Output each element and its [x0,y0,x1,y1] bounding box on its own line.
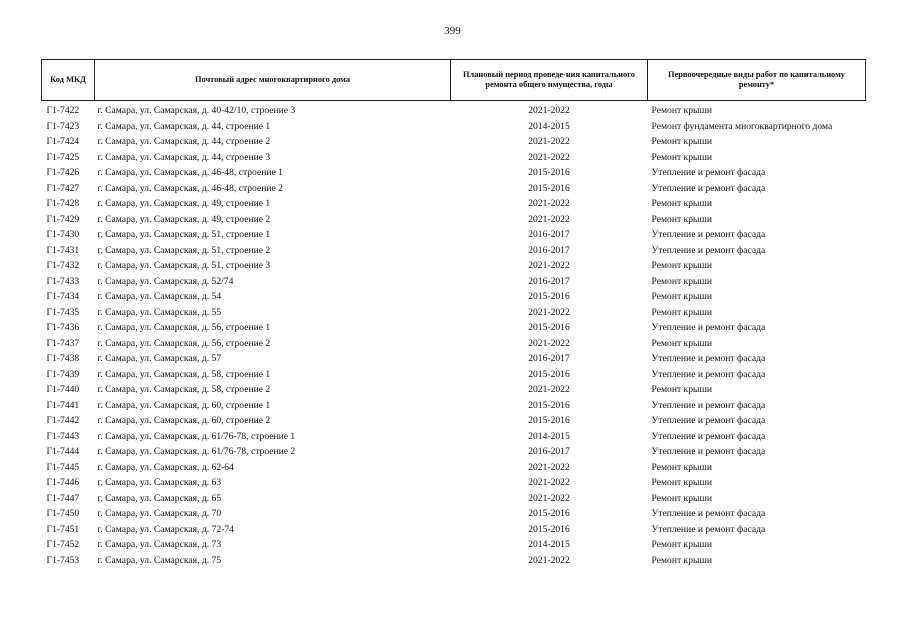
cell-address: г. Самара, ул. Самарская, д. 46-48, строение 1 [97,167,283,178]
table-header [42,60,866,101]
cell-code: Г1-7425 [46,151,80,163]
cell-period: 2016-2017 [528,229,570,240]
table-row [42,351,866,367]
cell-period: 2015-2016 [528,508,570,519]
cell-code: Г1-7452 [46,539,80,550]
table-row [42,336,866,352]
table-row [42,103,866,119]
table-row [42,181,866,197]
cell-code: Г1-7447 [46,492,80,504]
cell-code: Г1-7442 [46,415,80,426]
cell-address: г. Самара, ул. Самарская, д. 57 [97,353,222,364]
table-row [42,165,866,181]
table-row [42,227,866,243]
cell-code: Г1-7422 [46,105,80,116]
cell-period: 2015-2016 [528,167,570,178]
cell-code: Г1-7432 [46,260,80,271]
cell-period: 2016-2017 [528,244,570,256]
cell-address: г. Самара, ул. Самарская, д. 44, строение 1 [97,120,271,132]
cell-code: Г1-7453 [46,554,80,566]
cell-works: Ремонт крыши [651,384,712,395]
cell-works: Утепление и ремонт фасада [651,446,766,457]
table-row [42,258,866,274]
cell-works: Утепление и ремонт фасада [651,430,766,442]
table-row [42,274,866,290]
cell-works: Утепление и ремонт фасада [651,353,766,364]
cell-period: 2021-2022 [528,384,570,395]
header-row [42,60,866,101]
table-row [42,150,866,166]
header-address: Почтовый адрес многоквартирного дома [95,60,451,101]
page-number: 399 [444,25,461,37]
cell-code: Г1-7434 [46,291,80,302]
cell-address: г. Самара, ул. Самарская, д. 75 [97,554,222,566]
cell-code: Г1-7424 [46,136,80,147]
cell-works: Ремонт крыши [651,136,712,147]
table-row [42,444,866,460]
cell-works: Утепление и ремонт фасада [651,322,766,333]
cell-code: Г1-7438 [46,353,80,364]
cell-works: Ремонт крыши [651,306,712,318]
cell-address: г. Самара, ул. Самарская, д. 44, строение 3 [97,151,271,163]
cell-period: 2021-2022 [528,306,570,318]
cell-code: Г1-7423 [46,120,80,132]
cell-period: 2021-2022 [528,477,570,488]
cell-address: г. Самара, ул. Самарская, д. 51, строение 2 [97,244,271,256]
cell-works: Утепление и ремонт фасада [651,368,766,380]
cell-period: 2021-2022 [528,554,570,566]
cell-address: г. Самара, ул. Самарская, д. 51, строение 1 [97,229,271,240]
table-row [42,413,866,429]
cell-address: г. Самара, ул. Самарская, д. 44, строение 2 [97,136,271,147]
cell-address: г. Самара, ул. Самарская, д. 60, строение 1 [97,399,271,411]
cell-code: Г1-7427 [46,182,80,194]
cell-period: 2015-2016 [528,399,570,411]
cell-address: г. Самара, ул. Самарская, д. 56, строение 2 [97,337,271,349]
table-row [42,243,866,259]
cell-period: 2021-2022 [528,213,570,225]
cell-code: Г1-7430 [46,229,80,240]
table-row [42,134,866,150]
cell-works: Ремонт крыши [651,198,712,209]
cell-address: г. Самара, ул. Самарская, д. 61/76-78, строение 1 [97,430,296,442]
capital-repair-table [41,59,866,568]
cell-period: 2016-2017 [528,275,570,287]
cell-period: 2021-2022 [528,198,570,209]
cell-address: г. Самара, ул. Самарская, д. 51, строение 3 [97,260,271,271]
cell-address: г. Самара, ул. Самарская, д. 60, строение 2 [97,415,271,426]
cell-period: 2021-2022 [528,260,570,271]
cell-period: 2021-2022 [528,151,570,163]
table-row [42,305,866,321]
cell-period: 2015-2016 [528,523,570,535]
table-row [42,537,866,553]
header-works: Первоочередные виды работ по капитальному ремонту* [648,60,866,101]
cell-code: Г1-7440 [46,384,80,395]
cell-code: Г1-7428 [46,198,80,209]
cell-works: Ремонт крыши [651,461,712,473]
table-row [42,289,866,305]
cell-address: г. Самара, ул. Самарская, д. 40-42/10, строение 3 [97,105,296,116]
cell-works: Утепление и ремонт фасада [651,167,766,178]
cell-address: г. Самара, ул. Самарская, д. 70 [97,508,222,519]
cell-code: Г1-7446 [46,477,80,488]
cell-period: 2014-2015 [528,539,570,550]
table-row [42,382,866,398]
table-row [42,367,866,383]
cell-period: 2014-2015 [528,120,570,132]
cell-period: 2015-2016 [528,291,570,302]
table-row [42,460,866,476]
cell-period: 2015-2016 [528,415,570,426]
cell-works: Ремонт крыши [651,554,712,566]
cell-address: г. Самара, ул. Самарская, д. 58, строение 1 [97,368,271,380]
cell-period: 2021-2022 [528,105,570,116]
cell-code: Г1-7443 [46,430,80,442]
cell-period: 2015-2016 [528,182,570,194]
cell-period: 2021-2022 [528,337,570,349]
table-row [42,212,866,228]
table-body [42,101,866,569]
header-period: Плановый период проведе-ния капитального ремонта общего имущества, годы [451,60,648,101]
cell-works: Ремонт крыши [651,337,712,349]
cell-code: Г1-7436 [46,322,80,333]
cell-code: Г1-7426 [46,167,80,178]
cell-works: Ремонт крыши [651,291,712,302]
cell-works: Ремонт фундамента многоквартирного дома [651,120,833,132]
cell-code: Г1-7450 [46,508,80,519]
table-row [42,196,866,212]
cell-works: Утепление и ремонт фасада [651,244,766,256]
table-row [42,475,866,491]
table-row [42,398,866,414]
cell-works: Ремонт крыши [651,275,712,287]
cell-address: г. Самара, ул. Самарская, д. 58, строение 2 [97,384,271,395]
cell-works: Утепление и ремонт фасада [651,182,766,194]
cell-address: г. Самара, ул. Самарская, д. 49, строение 1 [97,198,271,209]
table-row [42,491,866,507]
cell-address: г. Самара, ул. Самарская, д. 55 [97,306,222,318]
cell-address: г. Самара, ул. Самарская, д. 46-48, строение 2 [97,182,283,194]
cell-address: г. Самара, ул. Самарская, д. 65 [97,492,222,504]
cell-address: г. Самара, ул. Самарская, д. 56, строение 1 [97,322,271,333]
table-row [42,119,866,135]
cell-works: Ремонт крыши [651,539,712,550]
cell-code: Г1-7445 [46,461,80,473]
cell-code: Г1-7451 [46,523,80,535]
cell-works: Утепление и ремонт фасада [651,229,766,240]
cell-period: 2021-2022 [528,492,570,504]
cell-code: Г1-7435 [46,306,80,318]
header-code: Код МКД [42,60,95,101]
table-row [42,506,866,522]
cell-works: Ремонт крыши [651,151,712,163]
cell-address: г. Самара, ул. Самарская, д. 62-64 [97,461,234,473]
cell-works: Утепление и ремонт фасада [651,415,766,426]
cell-period: 2015-2016 [528,368,570,380]
cell-code: Г1-7433 [46,275,80,287]
cell-period: 2014-2015 [528,430,570,442]
cell-address: г. Самара, ул. Самарская, д. 63 [97,477,222,488]
cell-works: Ремонт крыши [651,260,712,271]
cell-address: г. Самара, ул. Самарская, д. 73 [97,539,222,550]
table-row [42,522,866,538]
cell-period: 2021-2022 [528,136,570,147]
cell-period: 2021-2022 [528,461,570,473]
cell-address: г. Самара, ул. Самарская, д. 61/76-78, строение 2 [97,446,296,457]
cell-period: 2016-2017 [528,353,570,364]
cell-code: Г1-7431 [46,244,80,256]
cell-works: Утепление и ремонт фасада [651,399,766,411]
table-row [42,429,866,445]
cell-period: 2016-2017 [528,446,570,457]
cell-works: Ремонт крыши [651,105,712,116]
cell-works: Утепление и ремонт фасада [651,508,766,519]
cell-code: Г1-7437 [46,337,80,349]
cell-period: 2015-2016 [528,322,570,333]
cell-works: Ремонт крыши [651,213,712,225]
cell-code: Г1-7444 [46,446,80,457]
cell-address: г. Самара, ул. Самарская, д. 52/74 [97,275,234,287]
cell-address: г. Самара, ул. Самарская, д. 72-74 [97,523,234,535]
cell-code: Г1-7439 [46,368,80,380]
table-row [42,320,866,336]
cell-works: Ремонт крыши [651,477,712,488]
cell-code: Г1-7441 [46,399,80,411]
cell-address: г. Самара, ул. Самарская, д. 54 [97,291,222,302]
cell-works: Ремонт крыши [651,492,712,504]
cell-address: г. Самара, ул. Самарская, д. 49, строение 2 [97,213,271,225]
cell-works: Утепление и ремонт фасада [651,523,766,535]
table-row [42,553,866,569]
cell-code: Г1-7429 [46,213,80,225]
